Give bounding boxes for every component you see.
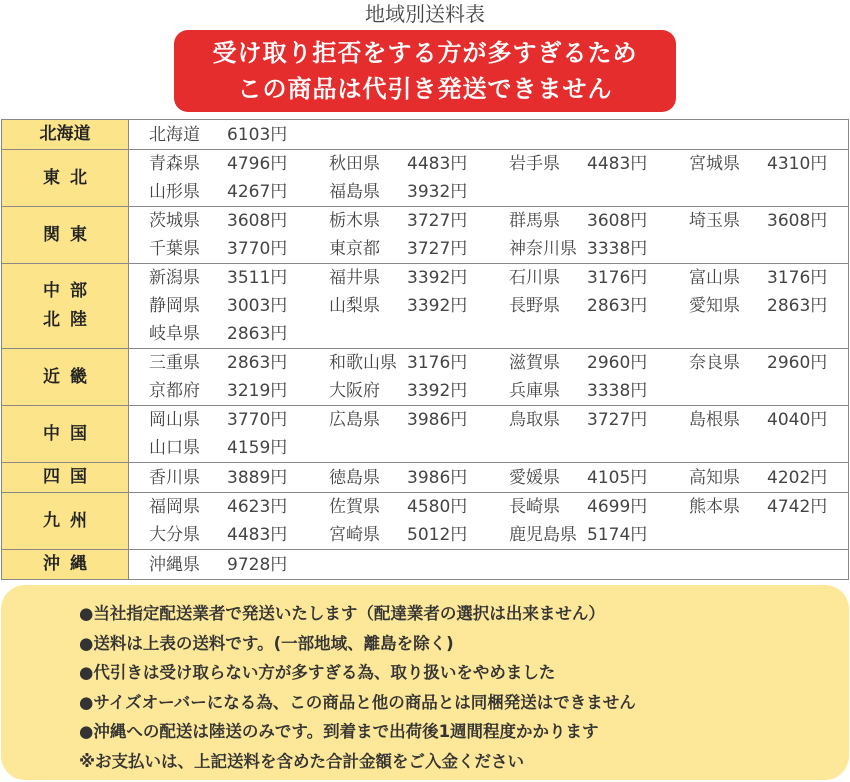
- prefecture-name: 滋賀県: [509, 353, 560, 373]
- region-name-cell: [2, 264, 129, 349]
- prefecture-item: [689, 207, 850, 235]
- prefecture-item: [149, 150, 329, 178]
- prefecture-item: [509, 521, 689, 549]
- prefecture-item: [149, 464, 329, 492]
- prefecture-item: [509, 264, 689, 292]
- prefecture-list-cell: [129, 264, 849, 349]
- region-row: [2, 207, 849, 264]
- prefecture-price: 3392円: [407, 268, 468, 288]
- prefecture-price: 4483円: [407, 154, 468, 174]
- shipping-rate-table: [1, 119, 849, 580]
- prefecture-name: 長崎県: [509, 497, 560, 517]
- prefecture-item: [149, 235, 329, 263]
- prefecture-list-cell: [129, 207, 849, 264]
- prefecture-price: 2960円: [587, 353, 648, 373]
- prefecture-price: 3608円: [587, 211, 648, 231]
- prefecture-item: [149, 551, 329, 579]
- prefecture-name: 宮崎県: [329, 525, 380, 545]
- region-name: 九州: [43, 510, 97, 531]
- prefecture-price: 3932円: [407, 182, 468, 202]
- prefecture-item: [689, 292, 850, 320]
- prefecture-price: 9728円: [227, 554, 288, 575]
- prefecture-name: 山形県: [149, 182, 200, 202]
- region-row: [2, 550, 849, 580]
- prefecture-item: [329, 264, 509, 292]
- region-name: 近畿: [43, 366, 97, 387]
- prefecture-item: [689, 264, 850, 292]
- prefecture-name: 山梨県: [329, 296, 380, 316]
- prefecture-price: 3889円: [227, 467, 288, 488]
- prefecture-item: [329, 150, 509, 178]
- prefecture-price: 4159円: [227, 438, 288, 458]
- prefecture-price: 4310円: [767, 154, 828, 174]
- prefecture-name: 岩手県: [509, 154, 560, 174]
- prefecture-price: 5012円: [407, 525, 468, 545]
- page-title: 地域別送料表: [365, 2, 485, 26]
- prefecture-item: [149, 207, 329, 235]
- prefecture-price: 4580円: [407, 497, 468, 517]
- prefecture-grid: [129, 493, 848, 549]
- prefecture-item: [689, 406, 850, 434]
- region-name: 中国: [43, 423, 97, 444]
- prefecture-list-cell: [129, 120, 849, 150]
- prefecture-price: 3219円: [227, 381, 288, 401]
- note-line: ●代引きは受け取らない方が多すぎる為、取り扱いをやめました: [79, 663, 556, 682]
- prefecture-name: 福岡県: [149, 497, 200, 517]
- prefecture-name: 岐阜県: [149, 324, 200, 344]
- prefecture-name: 新潟県: [149, 268, 200, 288]
- prefecture-name: 山口県: [149, 438, 200, 458]
- prefecture-item: [329, 207, 509, 235]
- prefecture-price: 3608円: [767, 211, 828, 231]
- prefecture-item: [149, 434, 329, 462]
- prefecture-list-cell: [129, 463, 849, 493]
- note-line: ●サイズオーバーになる為、この商品と他の商品とは同梱発送はできません: [79, 692, 636, 712]
- prefecture-name: 青森県: [149, 154, 200, 174]
- region-row: [2, 463, 849, 493]
- prefecture-name: 佐賀県: [329, 497, 380, 517]
- prefecture-grid: [129, 551, 848, 579]
- prefecture-name: 東京都: [329, 239, 380, 259]
- prefecture-price: 3392円: [407, 381, 468, 401]
- prefecture-price: 3727円: [587, 410, 648, 430]
- prefecture-price: 3176円: [767, 268, 828, 288]
- prefecture-grid: [129, 464, 848, 492]
- prefecture-name: 茨城県: [149, 211, 200, 231]
- prefecture-list-cell: [129, 349, 849, 406]
- prefecture-name: 大阪府: [329, 381, 380, 401]
- prefecture-item: [689, 150, 850, 178]
- region-row: [2, 493, 849, 550]
- prefecture-name: 愛知県: [689, 296, 740, 316]
- prefecture-price: 2863円: [227, 353, 288, 373]
- prefecture-name: 群馬県: [509, 211, 560, 231]
- prefecture-price: 2863円: [587, 296, 648, 316]
- prefecture-item: [329, 406, 509, 434]
- prefecture-name: 埼玉県: [689, 211, 740, 231]
- prefecture-name: 熊本県: [689, 497, 740, 517]
- prefecture-item: [329, 178, 509, 206]
- prefecture-item: [509, 292, 689, 320]
- prefecture-list-cell: [129, 406, 849, 463]
- region-name-cell: [2, 493, 129, 550]
- prefecture-item: [509, 150, 689, 178]
- prefecture-item: [509, 377, 689, 405]
- prefecture-item: [149, 377, 329, 405]
- prefecture-list-cell: [129, 493, 849, 550]
- prefecture-item: [509, 207, 689, 235]
- prefecture-item: [149, 349, 329, 377]
- prefecture-price: 4202円: [767, 467, 828, 488]
- prefecture-price: 3392円: [407, 296, 468, 316]
- region-name: 北陸: [43, 310, 97, 330]
- prefecture-price: 3176円: [407, 353, 468, 373]
- region-name-cell: [2, 120, 129, 150]
- prefecture-name: 奈良県: [689, 353, 740, 373]
- region-name: 中部: [43, 281, 97, 301]
- prefecture-grid: [129, 150, 848, 206]
- prefecture-name: 神奈川県: [509, 239, 577, 259]
- region-name-cell: [2, 150, 129, 207]
- prefecture-name: 福島県: [329, 182, 380, 202]
- prefecture-item: [149, 292, 329, 320]
- prefecture-price: 3770円: [227, 410, 288, 430]
- region-row: [2, 349, 849, 406]
- prefecture-price: 6103円: [227, 124, 288, 145]
- prefecture-price: 3727円: [407, 211, 468, 231]
- prefecture-price: 4105円: [587, 467, 648, 488]
- prefecture-name: 栃木県: [329, 211, 380, 231]
- prefecture-price: 4699円: [587, 497, 648, 517]
- prefecture-name: 鹿児島県: [509, 525, 577, 545]
- prefecture-price: 4796円: [227, 154, 288, 174]
- region-name: 四国: [43, 467, 97, 487]
- region-row: [2, 120, 849, 150]
- region-row: [2, 150, 849, 207]
- note-line: ※お支払いは、上記送料を含めた合計金額をご入金ください: [79, 751, 525, 771]
- prefecture-item: [509, 406, 689, 434]
- prefecture-item: [509, 493, 689, 521]
- region-name-cell: [2, 207, 129, 264]
- prefecture-price: 3003円: [227, 296, 288, 316]
- prefecture-price: 4040円: [767, 410, 828, 430]
- prefecture-item: [149, 521, 329, 549]
- prefecture-item: [329, 464, 509, 492]
- prefecture-name: 徳島県: [329, 467, 380, 488]
- prefecture-name: 香川県: [149, 467, 200, 488]
- prefecture-name: 高知県: [689, 467, 740, 488]
- warning-banner: [174, 30, 676, 112]
- prefecture-price: 4623円: [227, 497, 288, 517]
- prefecture-item: [329, 377, 509, 405]
- prefecture-name: 京都府: [149, 381, 200, 401]
- prefecture-name: 三重県: [149, 353, 200, 373]
- prefecture-price: 3608円: [227, 211, 288, 231]
- region-row: [2, 406, 849, 463]
- prefecture-item: [149, 178, 329, 206]
- prefecture-price: 3770円: [227, 239, 288, 259]
- prefecture-name: 福井県: [329, 268, 380, 288]
- prefecture-name: 石川県: [509, 268, 560, 288]
- region-name-cell: [2, 406, 129, 463]
- prefecture-price: 3338円: [587, 381, 648, 401]
- prefecture-grid: [129, 349, 848, 405]
- prefecture-price: 5174円: [587, 525, 648, 545]
- prefecture-name: 宮城県: [689, 154, 740, 174]
- note-line: ●送料は上表の送料です。(一部地域、離島を除く): [79, 633, 454, 653]
- prefecture-name: 北海道: [149, 124, 200, 145]
- region-name-cell: [2, 349, 129, 406]
- prefecture-price: 3727円: [407, 239, 468, 259]
- prefecture-price: 4267円: [227, 182, 288, 202]
- prefecture-price: 3338円: [587, 239, 648, 259]
- prefecture-item: [509, 464, 689, 492]
- note-line: ●当社指定配送業者で発送いたします（配達業者の選択は出来ません）: [79, 604, 605, 623]
- prefecture-price: 3986円: [407, 467, 468, 488]
- prefecture-item: [689, 349, 850, 377]
- prefecture-name: 秋田県: [329, 154, 380, 174]
- warning-line-1: 受け取り拒否をする方が多すぎるため: [212, 39, 638, 67]
- prefecture-price: 2863円: [227, 324, 288, 344]
- prefecture-item: [149, 493, 329, 521]
- prefecture-grid: [129, 264, 848, 348]
- region-name: 東北: [43, 167, 97, 188]
- warning-line-2: この商品は代引き発送できません: [237, 75, 613, 103]
- prefecture-item: [329, 493, 509, 521]
- prefecture-name: 島根県: [689, 410, 740, 430]
- prefecture-item: [689, 493, 850, 521]
- prefecture-item: [509, 235, 689, 263]
- note-line: ●沖縄への配送は陸送のみです。到着まで出荷後1週間程度かかります: [79, 722, 599, 741]
- region-name: 関東: [43, 224, 97, 245]
- prefecture-name: 沖縄県: [149, 554, 200, 575]
- prefecture-name: 兵庫県: [509, 381, 560, 401]
- prefecture-item: [149, 406, 329, 434]
- prefecture-name: 愛媛県: [509, 467, 560, 488]
- prefecture-price: 4483円: [587, 154, 648, 174]
- prefecture-item: [329, 292, 509, 320]
- prefecture-name: 富山県: [689, 268, 740, 288]
- region-name: 北海道: [39, 124, 91, 144]
- prefecture-item: [329, 349, 509, 377]
- prefecture-name: 和歌山県: [329, 353, 397, 373]
- notes-box: [1, 585, 849, 780]
- prefecture-price: 2863円: [767, 296, 828, 316]
- prefecture-name: 鳥取県: [509, 410, 560, 430]
- prefecture-list-cell: [129, 550, 849, 580]
- prefecture-item: [329, 235, 509, 263]
- prefecture-item: [689, 464, 850, 492]
- prefecture-list-cell: [129, 150, 849, 207]
- prefecture-name: 大分県: [149, 525, 200, 545]
- prefecture-grid: [129, 207, 848, 263]
- prefecture-grid: [129, 406, 848, 462]
- prefecture-price: 3511円: [227, 268, 288, 288]
- prefecture-item: [149, 320, 329, 348]
- region-name: 沖縄: [43, 554, 97, 574]
- region-row: [2, 264, 849, 349]
- region-name-cell: [2, 550, 129, 580]
- prefecture-price: 4742円: [767, 497, 828, 517]
- prefecture-name: 千葉県: [149, 239, 200, 259]
- prefecture-name: 広島県: [329, 410, 380, 430]
- prefecture-price: 2960円: [767, 353, 828, 373]
- prefecture-price: 3176円: [587, 268, 648, 288]
- region-name-cell: [2, 463, 129, 493]
- prefecture-item: [149, 264, 329, 292]
- prefecture-name: 岡山県: [149, 410, 200, 430]
- prefecture-name: 静岡県: [149, 296, 200, 316]
- prefecture-item: [329, 521, 509, 549]
- prefecture-grid: [129, 121, 848, 149]
- prefecture-price: 4483円: [227, 525, 288, 545]
- prefecture-item: [509, 349, 689, 377]
- prefecture-price: 3986円: [407, 410, 468, 430]
- prefecture-name: 長野県: [509, 296, 560, 316]
- prefecture-item: [149, 121, 329, 149]
